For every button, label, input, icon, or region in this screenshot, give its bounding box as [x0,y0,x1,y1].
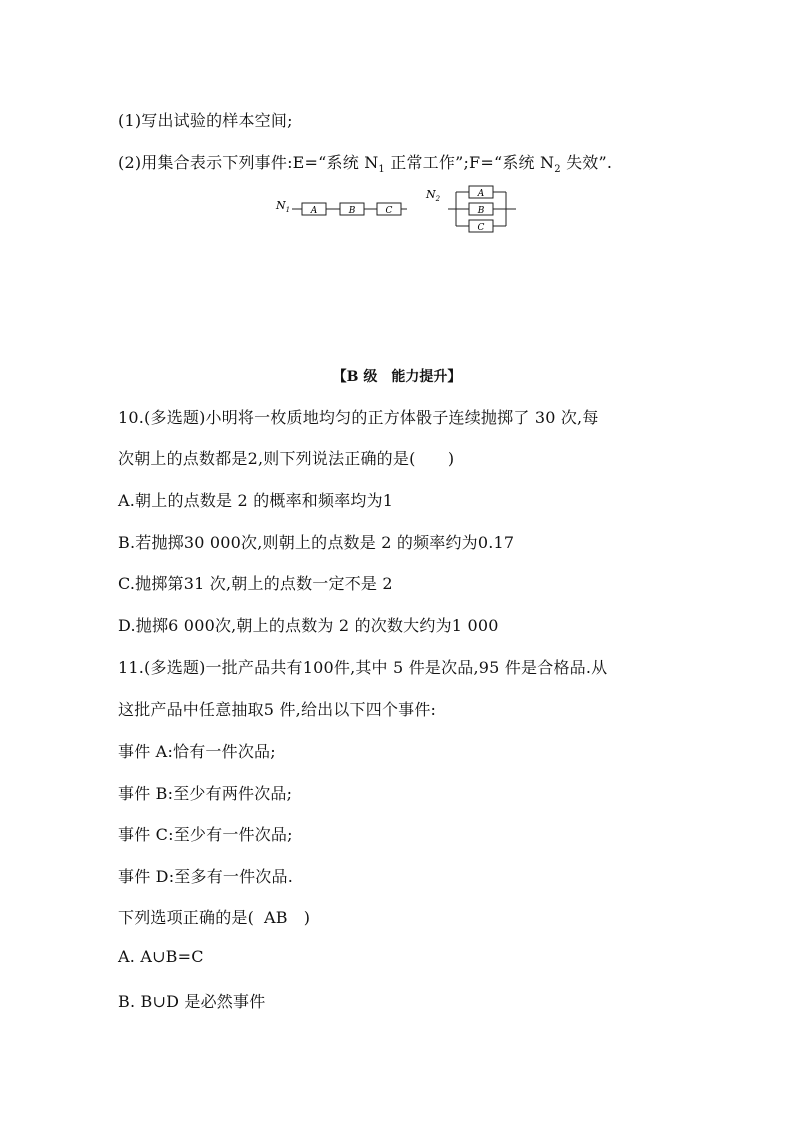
q10-option-a: A.朝上的点数是 2 的概率和频率均为1 [118,491,394,510]
q10-option-c: C.抛掷第31 次,朝上的点数一定不是 2 [118,574,393,593]
q9-part2-sub2: 2 [554,164,561,176]
section-title: 【B 级 能力提升】 [332,369,462,385]
q9-part2 [118,150,612,175]
q11-question [118,905,310,928]
q9-part2-text-c: 失效”. [560,153,613,172]
q10-option-d: D.抛掷6 000次,朝上的点数为 2 的次数大约为1 000 [118,616,499,635]
q11-event-a: 事件 A:恰有一件次品; [118,742,276,761]
n1-b-label: B [348,206,356,216]
q11-question-prefix: 下列选项正确的是( [118,908,255,927]
n2-a-label: A [477,189,485,199]
q11-answer: AB [264,908,288,927]
q9-part2-text-a: (2)用集合表示下列事件:E=“系统 N [118,153,379,172]
n2-label: $N_2$ [426,188,441,203]
q11-stem-line2: 这批产品中任意抽取5 件,给出以下四个事件: [118,700,437,719]
q11-option-b: B. B∪D 是必然事件 [118,992,266,1011]
q10-option-b: B.若抛掷30 000次,则朝上的点数是 2 的频率约为0.17 [118,533,515,552]
q9-part1: (1)写出试验的样本空间; [118,111,293,130]
q9-part2-sub1: 1 [378,164,385,176]
q11-event-d: 事件 D:至多有一件次品. [118,867,293,886]
n2-b-label: B [477,206,485,216]
q11-stem-line1: 11.(多选题)一批产品共有100件,其中 5 件是次品,95 件是合格品.从 [118,658,608,677]
q9-part2-text-b: 正常工作”;F=“系统 N [384,153,555,172]
q11-option-a: A. A∪B=C [118,947,204,966]
q11-question-suffix: ) [303,908,311,927]
circuit-diagram [270,182,530,238]
n1-c-label: C [385,206,393,216]
q11-event-c: 事件 C:至少有一件次品; [118,825,293,844]
q10-stem-line2: 次朝上的点数都是2,则下列说法正确的是( ) [118,449,455,468]
q11-event-b: 事件 B:至少有两件次品; [118,784,293,803]
n1-a-label: A [310,206,318,216]
q10-stem-line1: 10.(多选题)小明将一枚质地均匀的正方体骰子连续抛掷了 30 次,每 [118,408,599,427]
n2-c-label: C [477,223,485,233]
n1-label: $N_1$ [276,199,291,214]
